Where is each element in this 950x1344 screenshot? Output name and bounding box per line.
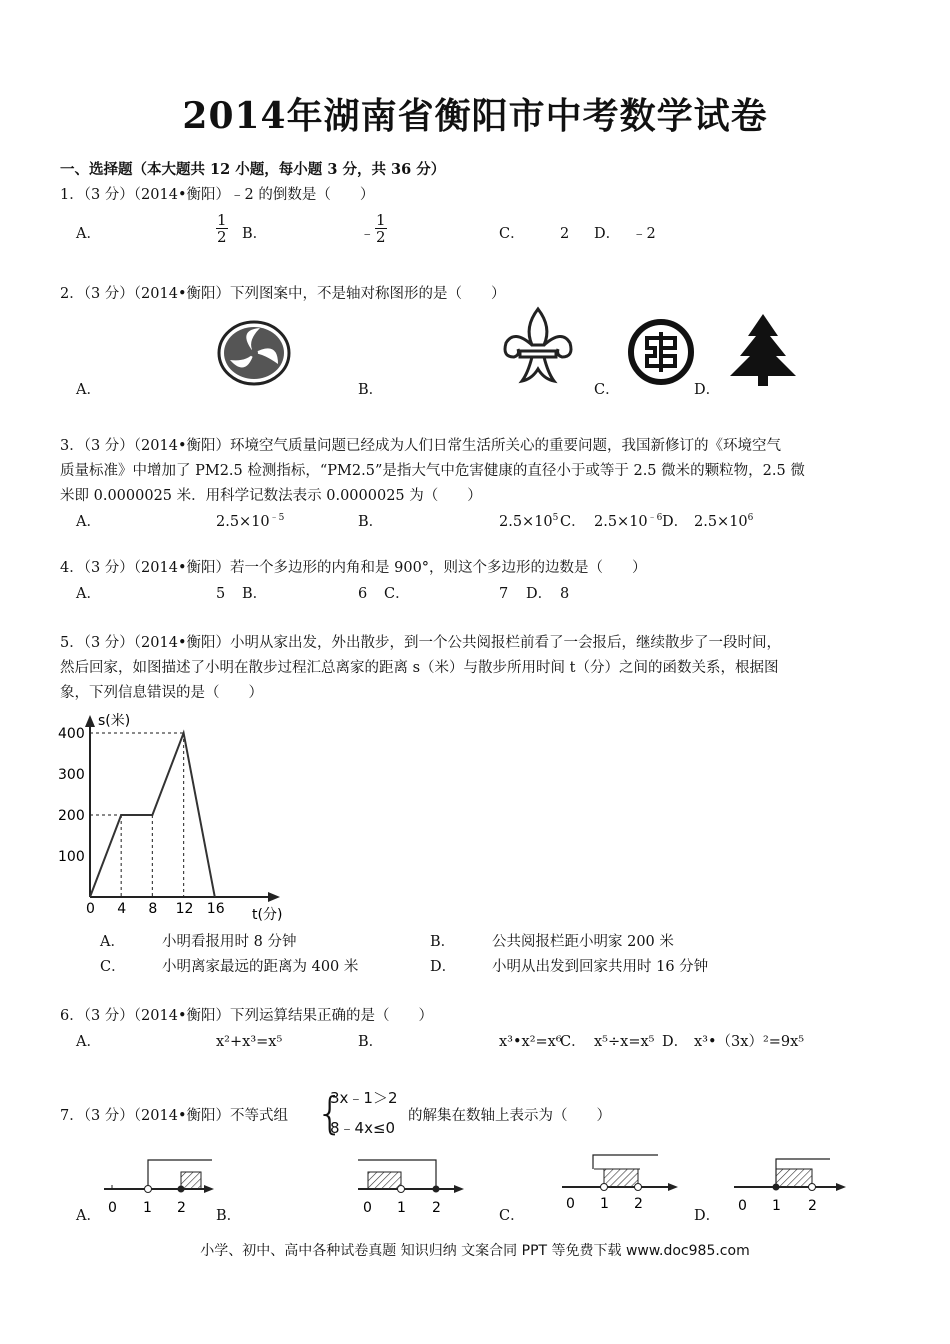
q3-stem-line3: 米即 0.0000025 米．用科学记数法表示 0.0000025 为（ ） [60, 488, 482, 504]
q5-d-text: 小明从出发到回家共用时 16 分钟 [492, 959, 709, 975]
q4-a-value: 5 [216, 586, 226, 602]
q5-c-label: C． [100, 959, 126, 975]
q7-c-tick-1: 1 [600, 1196, 609, 1212]
q3-a-base: 2.5×10 [216, 514, 270, 530]
q7-b-tick-0: 0 [363, 1200, 372, 1216]
q6-d-expr: x³•（3x）²=9x⁵ [694, 1034, 805, 1050]
y-tick-label-300: 300 [58, 767, 85, 783]
q2-c-label: C． [594, 382, 620, 398]
q4-b-label: B． [242, 586, 268, 602]
x-axis-arrow [268, 892, 280, 902]
q1-a-num: 1 [217, 211, 227, 229]
q6-d-label: D． [662, 1034, 689, 1050]
q4-stem: 4．（3 分）（2014•衡阳）若一个多边形的内角和是 900°，则这个多边形的边数是（ ） [60, 560, 647, 576]
q6-c-expr: x⁵÷x=x⁵ [594, 1034, 655, 1050]
q3-d-label: D． [662, 514, 689, 530]
q6-a-label: A． [76, 1034, 101, 1050]
q3-c-base: 2.5×10 [594, 514, 648, 530]
q1-a-den: 2 [217, 228, 227, 246]
y-tick-label-400: 400 [58, 726, 85, 742]
q7-b-tick-1: 1 [397, 1200, 406, 1216]
q7-a-tick-0: 0 [108, 1200, 117, 1216]
q4-d-label: D． [526, 586, 553, 602]
q1-c-label: C． [499, 226, 525, 242]
q3-d-option [694, 512, 753, 532]
q3-b-base: 2.5×10 [499, 514, 553, 530]
q3-d-exp: 6 [747, 513, 754, 523]
q5-c-text: 小明离家最远的距离为 400 米 [162, 959, 359, 975]
q5-stem-line3: 象，下列信息错误的是（ ） [60, 685, 263, 701]
q2-d-tree-figure [728, 312, 798, 388]
q5-distance-time-chart [52, 705, 312, 927]
q7-b-number-line [358, 1160, 464, 1216]
q7-a-tick-1: 1 [143, 1200, 152, 1216]
q6-b-expr: x³•x²=x⁶ [499, 1034, 562, 1050]
x-axis-label: t(分) [252, 907, 283, 923]
q1-a-fraction [216, 212, 228, 245]
q3-c-label: C． [560, 514, 586, 530]
q2-a-label: A． [76, 382, 101, 398]
q7-a-tick-2: 2 [177, 1200, 186, 1216]
q5-stem-line2: 然后回家，如图描述了小明在散步过程汇总离家的距离 s（米）与散步所用时间 t（分）之间的函数关系，根据图 [60, 660, 779, 676]
y-axis-arrow [85, 715, 95, 727]
q7-d-label: D． [694, 1208, 721, 1224]
q5-b-label: B． [430, 934, 456, 950]
q4-a-label: A． [76, 586, 101, 602]
q3-b-exp: 5 [552, 513, 559, 523]
x-tick-label-8: 8 [148, 901, 158, 917]
q3-stem-line2: 质量标准》中增加了 PM2.5 检测指标，“PM2.5”是指大气中危害健康的直径小于或等于 2.5 微米的颗粒物，2.5 微 [60, 463, 805, 479]
q7-a-number-line [104, 1160, 214, 1216]
q1-b-label: B． [242, 226, 268, 242]
q7-stem-pre: 7．（3 分）（2014•衡阳）不等式组 [60, 1108, 289, 1124]
y-tick-label-200: 200 [58, 808, 85, 824]
q7-ineq1: 3x﹣1＞2 [330, 1089, 398, 1107]
q1-stem: 1．（3 分）（2014•衡阳）﹣2 的倒数是（ ） [60, 187, 375, 203]
x-tick-label-16: 16 [206, 901, 225, 917]
q6-a-expr: x²+x³=x⁵ [216, 1034, 283, 1050]
page-title: 2014年湖南省衡阳市中考数学试卷 [182, 95, 768, 137]
q3-a-label: A． [76, 514, 101, 530]
q4-d-value: 8 [560, 586, 570, 602]
q7-b-label: B． [216, 1208, 242, 1224]
x-tick-label-0: 0 [86, 901, 95, 917]
q7-d-tick-0: 0 [738, 1198, 747, 1214]
q2-c-logo-figure [627, 318, 695, 386]
q7-stem-post: 的解集在数轴上表示为（ ） [408, 1108, 611, 1124]
q3-c-exp: ﹣6 [647, 513, 663, 523]
q3-b-option [499, 512, 558, 532]
q1-d-value: ﹣2 [632, 226, 656, 242]
q3-b-label: B． [358, 514, 384, 530]
q2-a-swirl-figure [216, 320, 292, 386]
q5-a-text: 小明看报用时 8 分钟 [162, 934, 297, 950]
q3-a-exp: ﹣5 [269, 513, 285, 523]
q1-b-sign: ﹣ [360, 226, 375, 242]
q7-d-tick-1: 1 [772, 1198, 781, 1214]
q1-b-num: 1 [376, 211, 386, 229]
q2-b-fleur-figure [498, 305, 578, 389]
q7-c-tick-2: 2 [634, 1196, 643, 1212]
q2-d-label: D． [694, 382, 721, 398]
q7-d-number-line [734, 1159, 846, 1214]
x-tick-label-4: 4 [117, 901, 127, 917]
q2-b-label: B． [358, 382, 384, 398]
q4-c-value: 7 [499, 586, 509, 602]
q4-b-value: 6 [358, 586, 368, 602]
q2-stem: 2．（3 分）（2014•衡阳）下列图案中，不是轴对称图形的是（ ） [60, 286, 506, 302]
q7-c-tick-0: 0 [566, 1196, 575, 1212]
q4-c-label: C． [384, 586, 410, 602]
q6-b-label: B． [358, 1034, 384, 1050]
q6-stem: 6．（3 分）（2014•衡阳）下列运算结果正确的是（ ） [60, 1008, 434, 1024]
y-tick-label-100: 100 [58, 849, 85, 865]
q3-c-option [594, 512, 662, 532]
q7-brace: { [316, 1088, 344, 1139]
q5-stem-line1: 5．（3 分）（2014•衡阳）小明从家出发，外出散步，到一个公共阅报栏前看了一会报后，继续散步了一段时间， [60, 635, 782, 651]
q1-b-den: 2 [376, 228, 386, 246]
q5-b-text: 公共阅报栏距小明家 200 米 [492, 934, 674, 950]
q3-stem-line1: 3．（3 分）（2014•衡阳）环境空气质量问题已经成为人们日常生活所关心的重要问题，我国新修订的《环境空气 [60, 438, 782, 454]
q1-a-label: A． [76, 226, 101, 242]
q1-d-label: D． [594, 226, 621, 242]
q6-c-label: C． [560, 1034, 586, 1050]
q5-d-label: D． [430, 959, 457, 975]
q7-c-number-line [562, 1155, 678, 1212]
section-heading: 一、选择题（本大题共 12 小题，每小题 3 分，共 36 分） [60, 161, 446, 178]
q1-b-fraction [375, 212, 387, 245]
y-axis-label: s(米) [98, 713, 131, 729]
q7-b-tick-2: 2 [432, 1200, 441, 1216]
q3-a-option [216, 512, 284, 532]
q7-ineq2: 8﹣4x≤0 [330, 1119, 396, 1137]
q7-a-label: A． [76, 1208, 101, 1224]
q7-c-label: C． [499, 1208, 525, 1224]
q1-c-value: 2 [560, 226, 570, 242]
q3-d-base: 2.5×10 [694, 514, 748, 530]
q5-a-label: A． [100, 934, 125, 950]
page-footer: 小学、初中、高中各种试卷真题 知识归纳 文案合同 PPT 等免费下载 www.doc985.com [200, 1243, 750, 1259]
x-tick-label-12: 12 [175, 901, 194, 917]
q7-d-tick-2: 2 [808, 1198, 817, 1214]
